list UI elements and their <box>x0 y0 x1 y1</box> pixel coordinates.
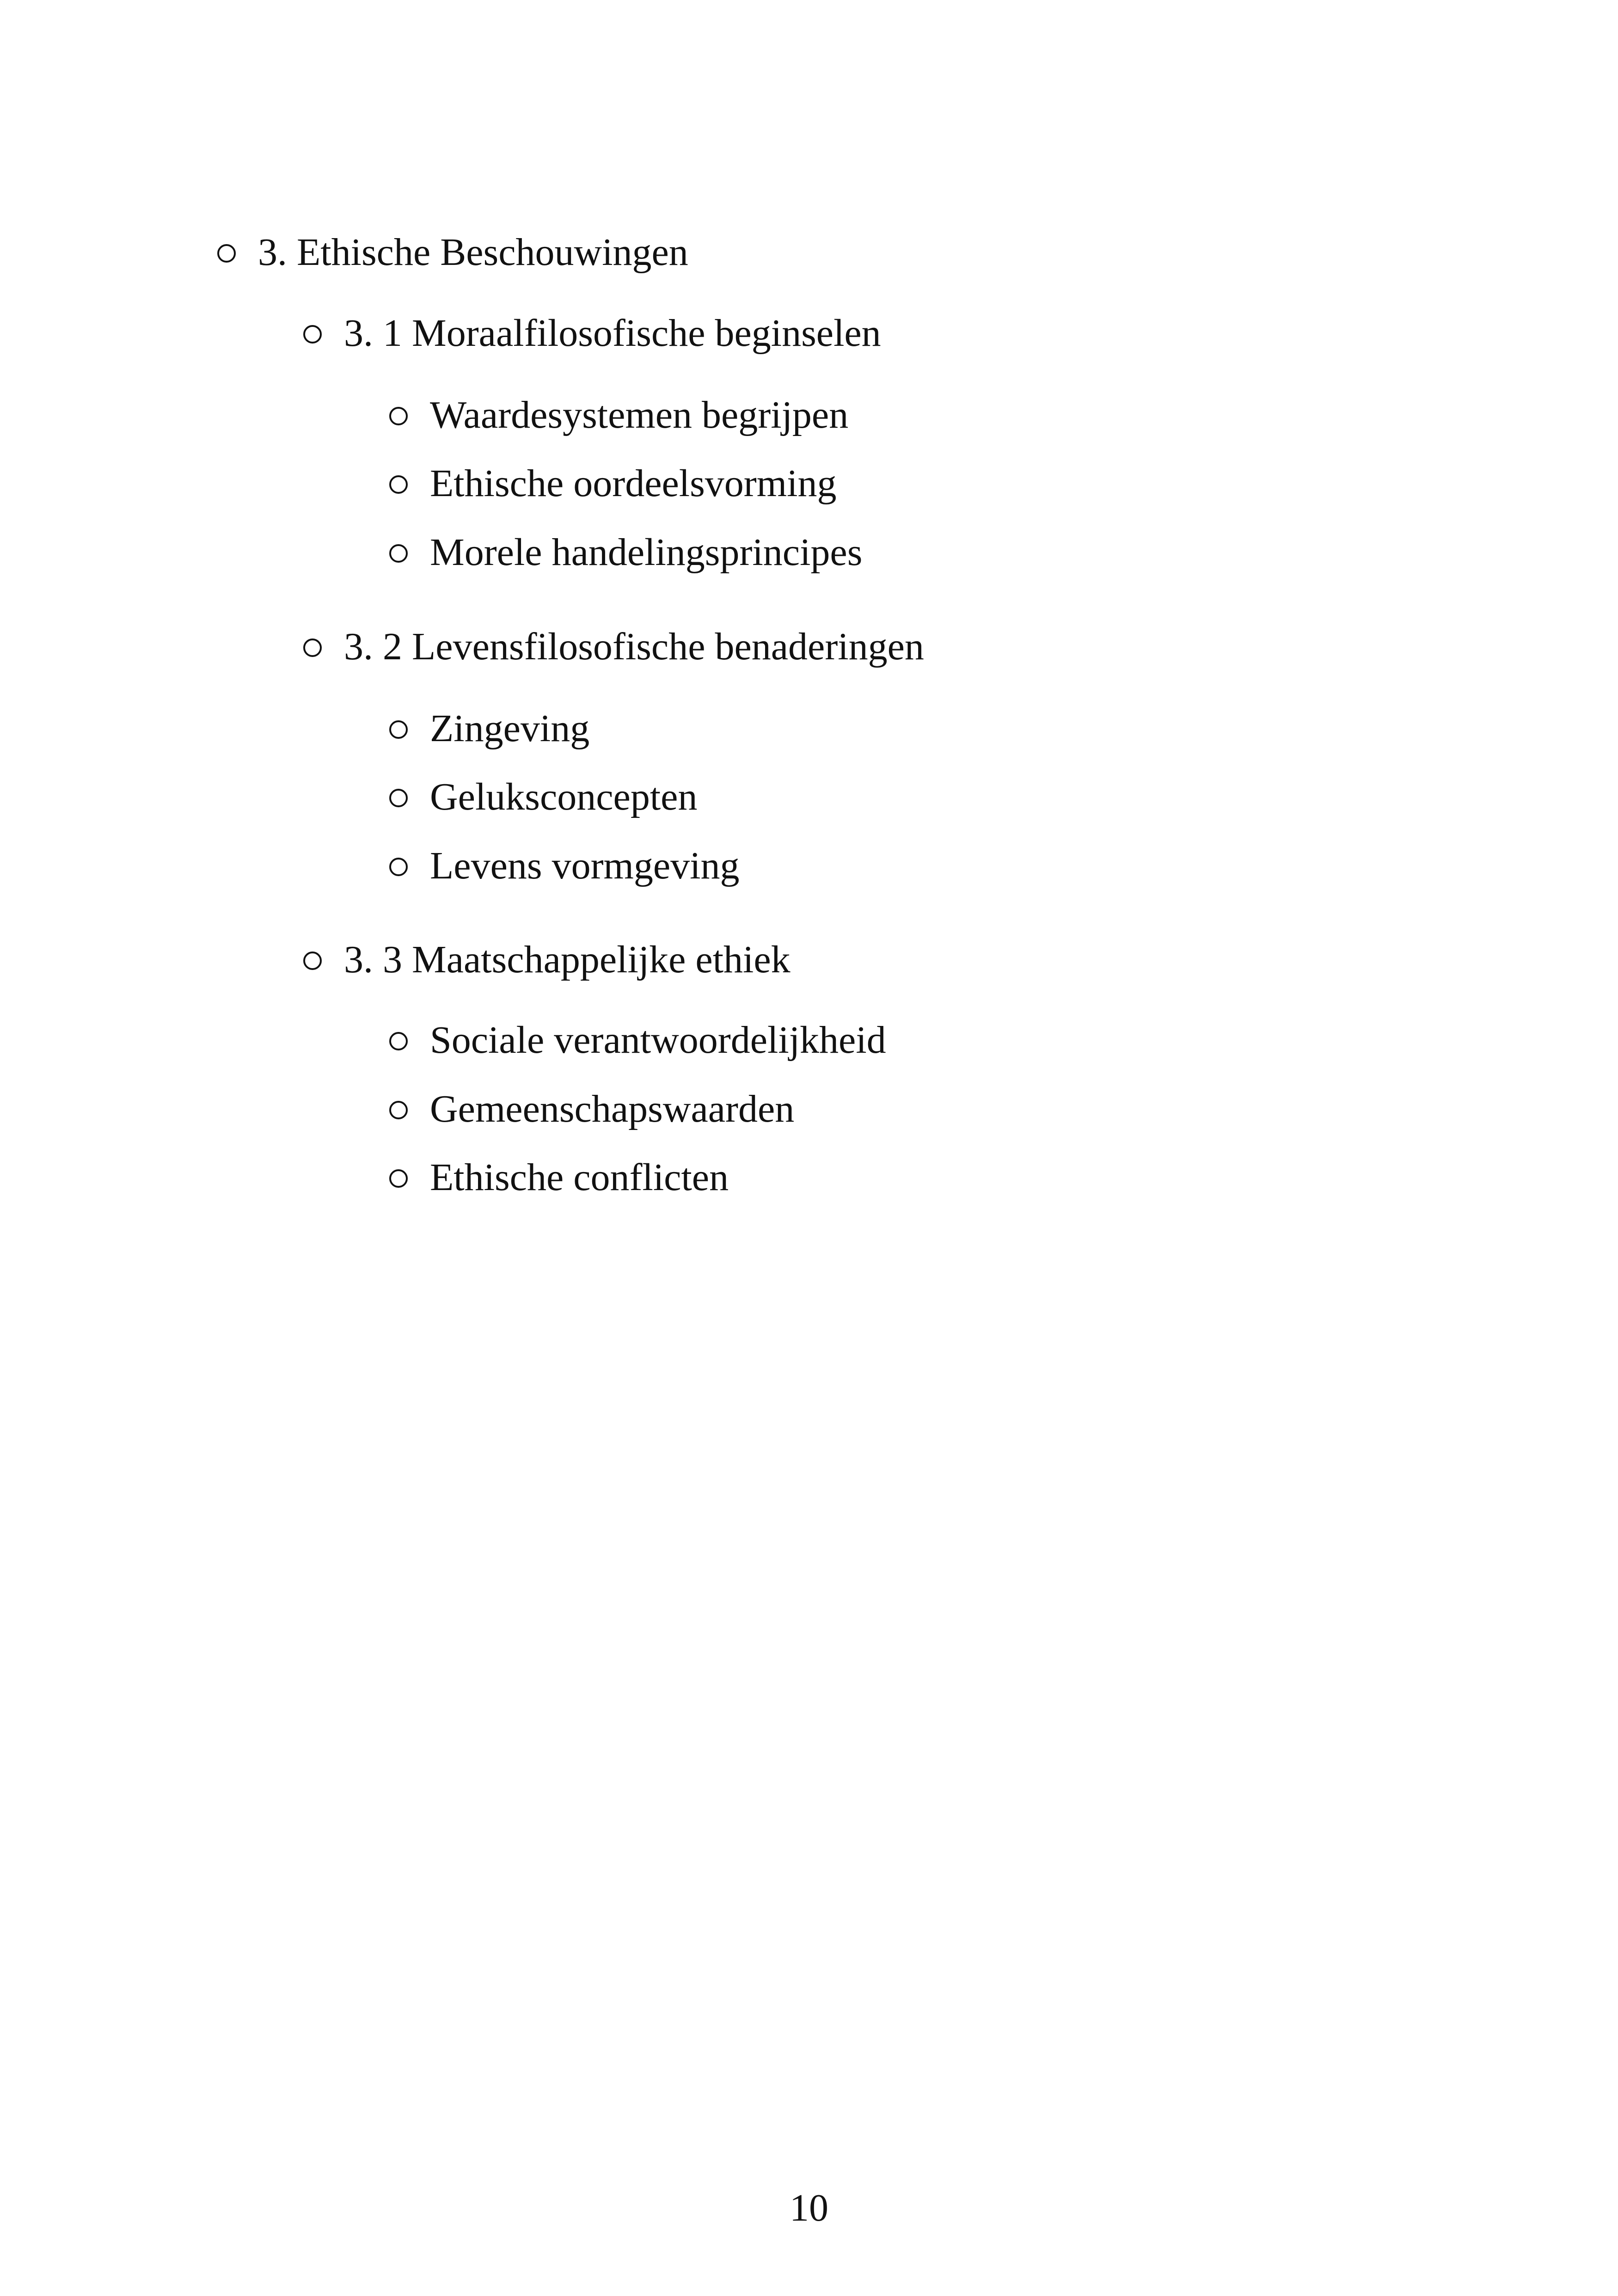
list-item-label: Ethische oordeelsvorming <box>430 462 837 505</box>
subsection-heading <box>303 624 924 670</box>
subsection-title: 3. 3 Maatschappelijke ethiek <box>344 938 791 981</box>
hollow-circle-bullet-icon <box>389 407 408 425</box>
subsection-title: 3. 1 Moraalfilosofische beginselen <box>344 312 881 355</box>
hollow-circle-bullet-icon <box>389 1101 408 1119</box>
hollow-circle-bullet-icon <box>389 858 408 876</box>
subsection-title: 3. 2 Levensfilosofische benaderingen <box>344 625 924 668</box>
hollow-circle-bullet-icon <box>303 325 322 344</box>
subsection-heading <box>303 937 791 983</box>
hollow-circle-bullet-icon <box>389 789 408 807</box>
list-item <box>389 774 697 820</box>
hollow-circle-bullet-icon <box>389 720 408 739</box>
section-title: 3. Ethische Beschouwingen <box>258 231 688 274</box>
list-item-label: Sociale verantwoordelijkheid <box>430 1019 886 1062</box>
list-item-label: Ethische conflicten <box>430 1156 729 1199</box>
page-number: 10 <box>790 2186 828 2229</box>
list-item <box>389 392 848 438</box>
hollow-circle-bullet-icon <box>303 638 322 657</box>
list-item-label: Zingeving <box>430 707 590 750</box>
list-item <box>389 1154 729 1201</box>
list-item <box>389 843 740 889</box>
hollow-circle-bullet-icon <box>217 244 236 263</box>
list-item-label: Morele handelingsprincipes <box>430 531 863 574</box>
list-item <box>389 1086 794 1132</box>
hollow-circle-bullet-icon <box>389 475 408 494</box>
hollow-circle-bullet-icon <box>389 1032 408 1050</box>
list-item <box>389 460 836 507</box>
hollow-circle-bullet-icon <box>303 952 322 970</box>
list-item <box>389 1017 886 1063</box>
list-item-label: Waardesystemen begrijpen <box>430 393 849 436</box>
hollow-circle-bullet-icon <box>389 1169 408 1188</box>
list-item-label: Geluksconcepten <box>430 775 698 818</box>
list-item <box>389 529 862 576</box>
list-item-label: Gemeenschapswaarden <box>430 1087 795 1130</box>
list-item-label: Levens vormgeving <box>430 844 740 887</box>
hollow-circle-bullet-icon <box>389 544 408 563</box>
list-item <box>389 706 589 752</box>
section-heading <box>217 229 688 276</box>
subsection-heading <box>303 310 881 356</box>
